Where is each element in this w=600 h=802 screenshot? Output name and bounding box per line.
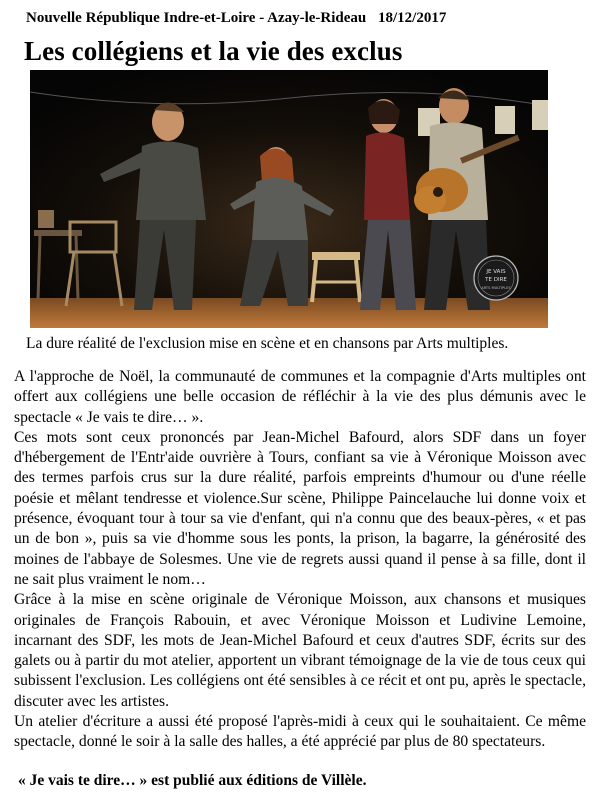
stamp-line-2: TE DIRE xyxy=(485,277,507,283)
photo-caption: La dure réalité de l'exclusion mise en scène et en chansons par Arts multiples. xyxy=(26,335,509,352)
paragraph: Ces mots sont ceux prononcés par Jean-Michel Bafourd, alors SDF dans un foyer d'hébergement de l'Entr'aide ouvrière à Tours, confiant sa vie à Véronique Moisson avec des termes parfois crus sur la dure réalité, parfois empreints d'humour ou d'une réelle poésie et mêlant tendresse et violence.Sur scène, Philippe Paincelauche lui donne voix et présence, évoquant tour à tour sa vie d'enfant, qui n'a connu que des beaux-pères, « et pas un de bon », puis sa vie d'homme sous les ponts, la prison, la bagarre, la générosité des moines de l'abbaye de Solesmes. Une vie de regrets aussi quand il pense à sa fille, dont il ne sait plus vraiment le nom… xyxy=(14,428,586,588)
stamp-line-1: JE VAIS xyxy=(486,269,506,275)
stage-photo xyxy=(30,70,548,328)
article-title: Les collégiens et la vie des exclus xyxy=(24,36,403,66)
newspaper-source: Nouvelle République Indre-et-Loire - Azay-le-Rideau xyxy=(26,10,367,26)
publication-note: « Je vais te dire… » est publié aux éditions de Villèle. xyxy=(18,772,367,789)
stamp-line-3: ARTS MULTIPLES xyxy=(481,286,511,290)
paragraph: Un atelier d'écriture a aussi été proposé l'après-midi à ceux qui le souhaitaient. Ce même spectacle, donné le soir à la salle des halles, a été apprécié par plus de 80 spectateurs. xyxy=(14,713,586,751)
paragraph: Grâce à la mise en scène originale de Véronique Moisson, aux chansons et musiques originales de François Rabouin, et avec Véronique Moisson et Ludivine Lemoine, incarnant des SDF, les mots de Jean-Michel Bafourd et ceux d'autres SDF, écrits sur des galets ou à partir du mot atelier, apportent un vibrant témoignage de la vie de tous ceux qui subissent l'exclusion. Les collégiens ont été sensibles à ce récit et ont pu, après le spectacle, discuter avec les artistes. xyxy=(14,591,586,710)
article-body xyxy=(14,367,586,753)
paragraph: A l'approche de Noël, la communauté de communes et la compagnie d'Arts multiples ont offert aux collégiens une belle occasion de réfléchir à la vie des plus démunis avec le spectacle « Je vais te dire… ». xyxy=(14,368,586,426)
newspaper-source-line xyxy=(26,10,446,27)
publication-date: 18/12/2017 xyxy=(378,10,447,26)
